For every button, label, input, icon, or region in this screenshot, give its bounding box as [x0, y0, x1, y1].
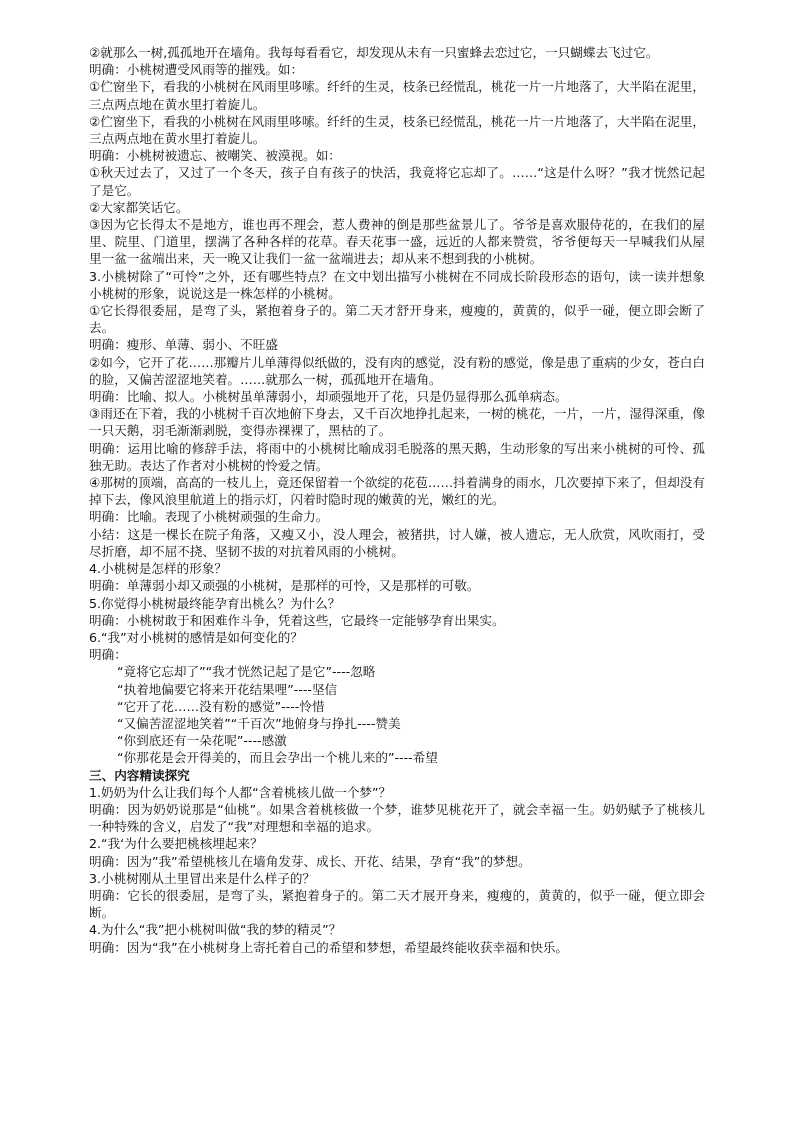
paragraph: ②如今，它开了花……那瓣片儿单薄得似纸做的，没有肉的感觉，没有粉的感觉，像是患了重病的少女，苍白白的脸，又偏苦涩涩地笑着。……就那么一树，孤孤地开在墙角。 — [89, 354, 705, 387]
question: 6.“我”对小桃树的感情是如何变化的？ — [89, 629, 303, 645]
paragraph: ③因为它长得太不是地方，谁也再不理会，惹人费神的倒是那些盆景儿了。爷爷是喜欢服侍花的，在我们的屋里、院里、门道里，摆满了各种各样的花草。春天花事一盛，远近的人都来赞赏，爷爷便每天一早喊我们从屋里一盆一盆端出来，天一晚又让我们一盆一盆端进去；却从来不想到我的小桃树。 — [89, 217, 705, 267]
answer: 明确：运用比喻的修辞手法，将雨中的小桃树比喻成羽毛脱落的黑天鹅，生动形象的写出来小桃树的可怜、孤独无助。表达了作者对小桃树的怜爱之情。 — [89, 440, 705, 473]
section-heading: 三、内容精读探究 — [89, 767, 190, 783]
answer: 明确：因为奶奶说那是“仙桃”。如果含着桃核做一个梦，谁梦见桃花开了，就会幸福一生。奶奶赋予了桃核儿一种特殊的含义，启发了“我”对理想和幸福的追求。 — [89, 801, 705, 835]
paragraph: ①它长得很委屈，是弯了头，紧抱着身子的。第二天才舒开身来，瘦瘦的，黄黄的，似乎一碰，便立即会断了去。 — [89, 303, 705, 336]
paragraph: ②就那么一树,孤孤地开在墙角。我每每看看它，却发现从未有一只蜜蜂去恋过它，一只蝴蝶去飞过它。 — [89, 45, 659, 60]
question: 3.小桃树刚从土里冒出来是什么样子的？ — [89, 870, 316, 886]
answer: 明确：它长的很委屈，是弯了头，紧抱着身子的。第二天才展开身来，瘦瘦的，黄黄的，似乎一碰，便立即会断。 — [89, 887, 705, 921]
answer: 明确：比喻。表现了小桃树顽强的生命力。 — [89, 509, 329, 525]
feeling-item: “竟将它忘却了”“我才恍然记起了是它”----忽略 — [117, 664, 376, 680]
paragraph: ②大家都笑话它。 — [89, 199, 189, 215]
question: 2.“我‘为什么要把桃核埋起来？ — [89, 836, 263, 852]
feeling-item: “它开了花……没有粉的感觉”----怜惜 — [117, 698, 325, 714]
paragraph: ④那树的顶端，高高的一枝儿上，竟还保留着一个欲绽的花苞……抖着满身的雨水，几次要掉下来了，但却没有掉下去，像风浪里航道上的指示灯，闪着时隐时现的嫩黄的光，嫩红的光。 — [89, 475, 705, 508]
question: 4.为什么“我”把小桃树叫做“我的梦的精灵”？ — [89, 922, 342, 938]
paragraph: 明确：小桃树被遗忘、被嘲笑、被漠视。如： — [89, 148, 341, 164]
answer: 明确：因为”我”希望桃核儿在墙角发芽、成长、开花、结果，孕育“我”的梦想。 — [89, 853, 531, 869]
question: 3.小桃树除了“可怜”之外，还有哪些特点？在文中划出描写小桃树在不同成长阶段形态的语句，读一读并想象小桃树的形象，说说这是一株怎样的小桃树。 — [89, 268, 705, 301]
answer: 明确：因为“我”在小桃树身上寄托着自己的希望和梦想，希望最终能收获幸福和快乐。 — [89, 939, 569, 955]
paragraph: 明确：小桃树遭受风雨等的摧残。如： — [89, 62, 304, 78]
summary: 小结：这是一棵长在院子角落，又瘦又小，没人理会，被猪拱，讨人嫌，被人遗忘，无人欣赏，风吹雨打，受尽折磨，却不屈不挠、坚韧不拔的对抗着风雨的小桃树。 — [89, 526, 705, 559]
answer: 明确：小桃树敢于和困难作斗争，凭着这些，它最终一定能够孕育出果实。 — [89, 612, 505, 628]
paragraph: ①秋天过去了，又过了一个冬天，孩子自有孩子的快活，我竟将它忘却了。……“这是什么呀？”我才恍然记起了是它。 — [89, 165, 705, 198]
answer: 明确：比喻、拟人。小桃树虽单薄弱小，却顽强地开了花，只是仍显得那么孤单病态。 — [89, 389, 568, 405]
question: 4.小桃树是怎样的形象？ — [89, 561, 227, 577]
feeling-item: “你到底还有一朵花呢”----感激 — [117, 733, 287, 749]
feeling-item: “你那花是会开得美的，而且会孕出一个桃儿来的”----希望 — [117, 750, 438, 766]
answer: 明确：单薄弱小却又顽强的小桃树，是那样的可怜，又是那样的可敬。 — [89, 578, 480, 594]
question: 5.你觉得小桃树最终能孕育出桃么？为什么？ — [89, 595, 341, 611]
answer: 明确：瘦形、单薄、弱小、不旺盛 — [89, 337, 278, 353]
answer-label: 明确： — [89, 647, 127, 663]
paragraph: ①伫窗坐下，看我的小桃树在风雨里哆嗦。纤纤的生灵，枝条已经慌乱，桃花一片一片地落了，大半陷在泥里，三点两点地在黄水里打着旋儿。 — [89, 79, 705, 112]
question: 1.奶奶为什么让我们每个人都“含着桃核儿做一个梦”？ — [89, 784, 392, 800]
document-page — [89, 44, 705, 956]
paragraph: ②伫窗坐下，看我的小桃树在风雨里哆嗦。纤纤的生灵，枝条已经慌乱，桃花一片一片地落了，大半陷在泥里，三点两点地在黄水里打着旋儿。 — [89, 113, 705, 147]
paragraph: ③雨还在下着，我的小桃树千百次地俯下身去，又千百次地挣扎起来，一树的桃花，一片，一片，湿得深重，像一只天鹅，羽毛渐渐剥脱，变得赤裸裸了，黑枯的了。 — [89, 406, 705, 439]
feeling-item: “又偏苦涩涩地笑着”“千百次”地俯身与挣扎----赞美 — [117, 715, 401, 731]
feeling-item: “执着地偏要它将来开花结果哩”----坚信 — [117, 681, 338, 697]
